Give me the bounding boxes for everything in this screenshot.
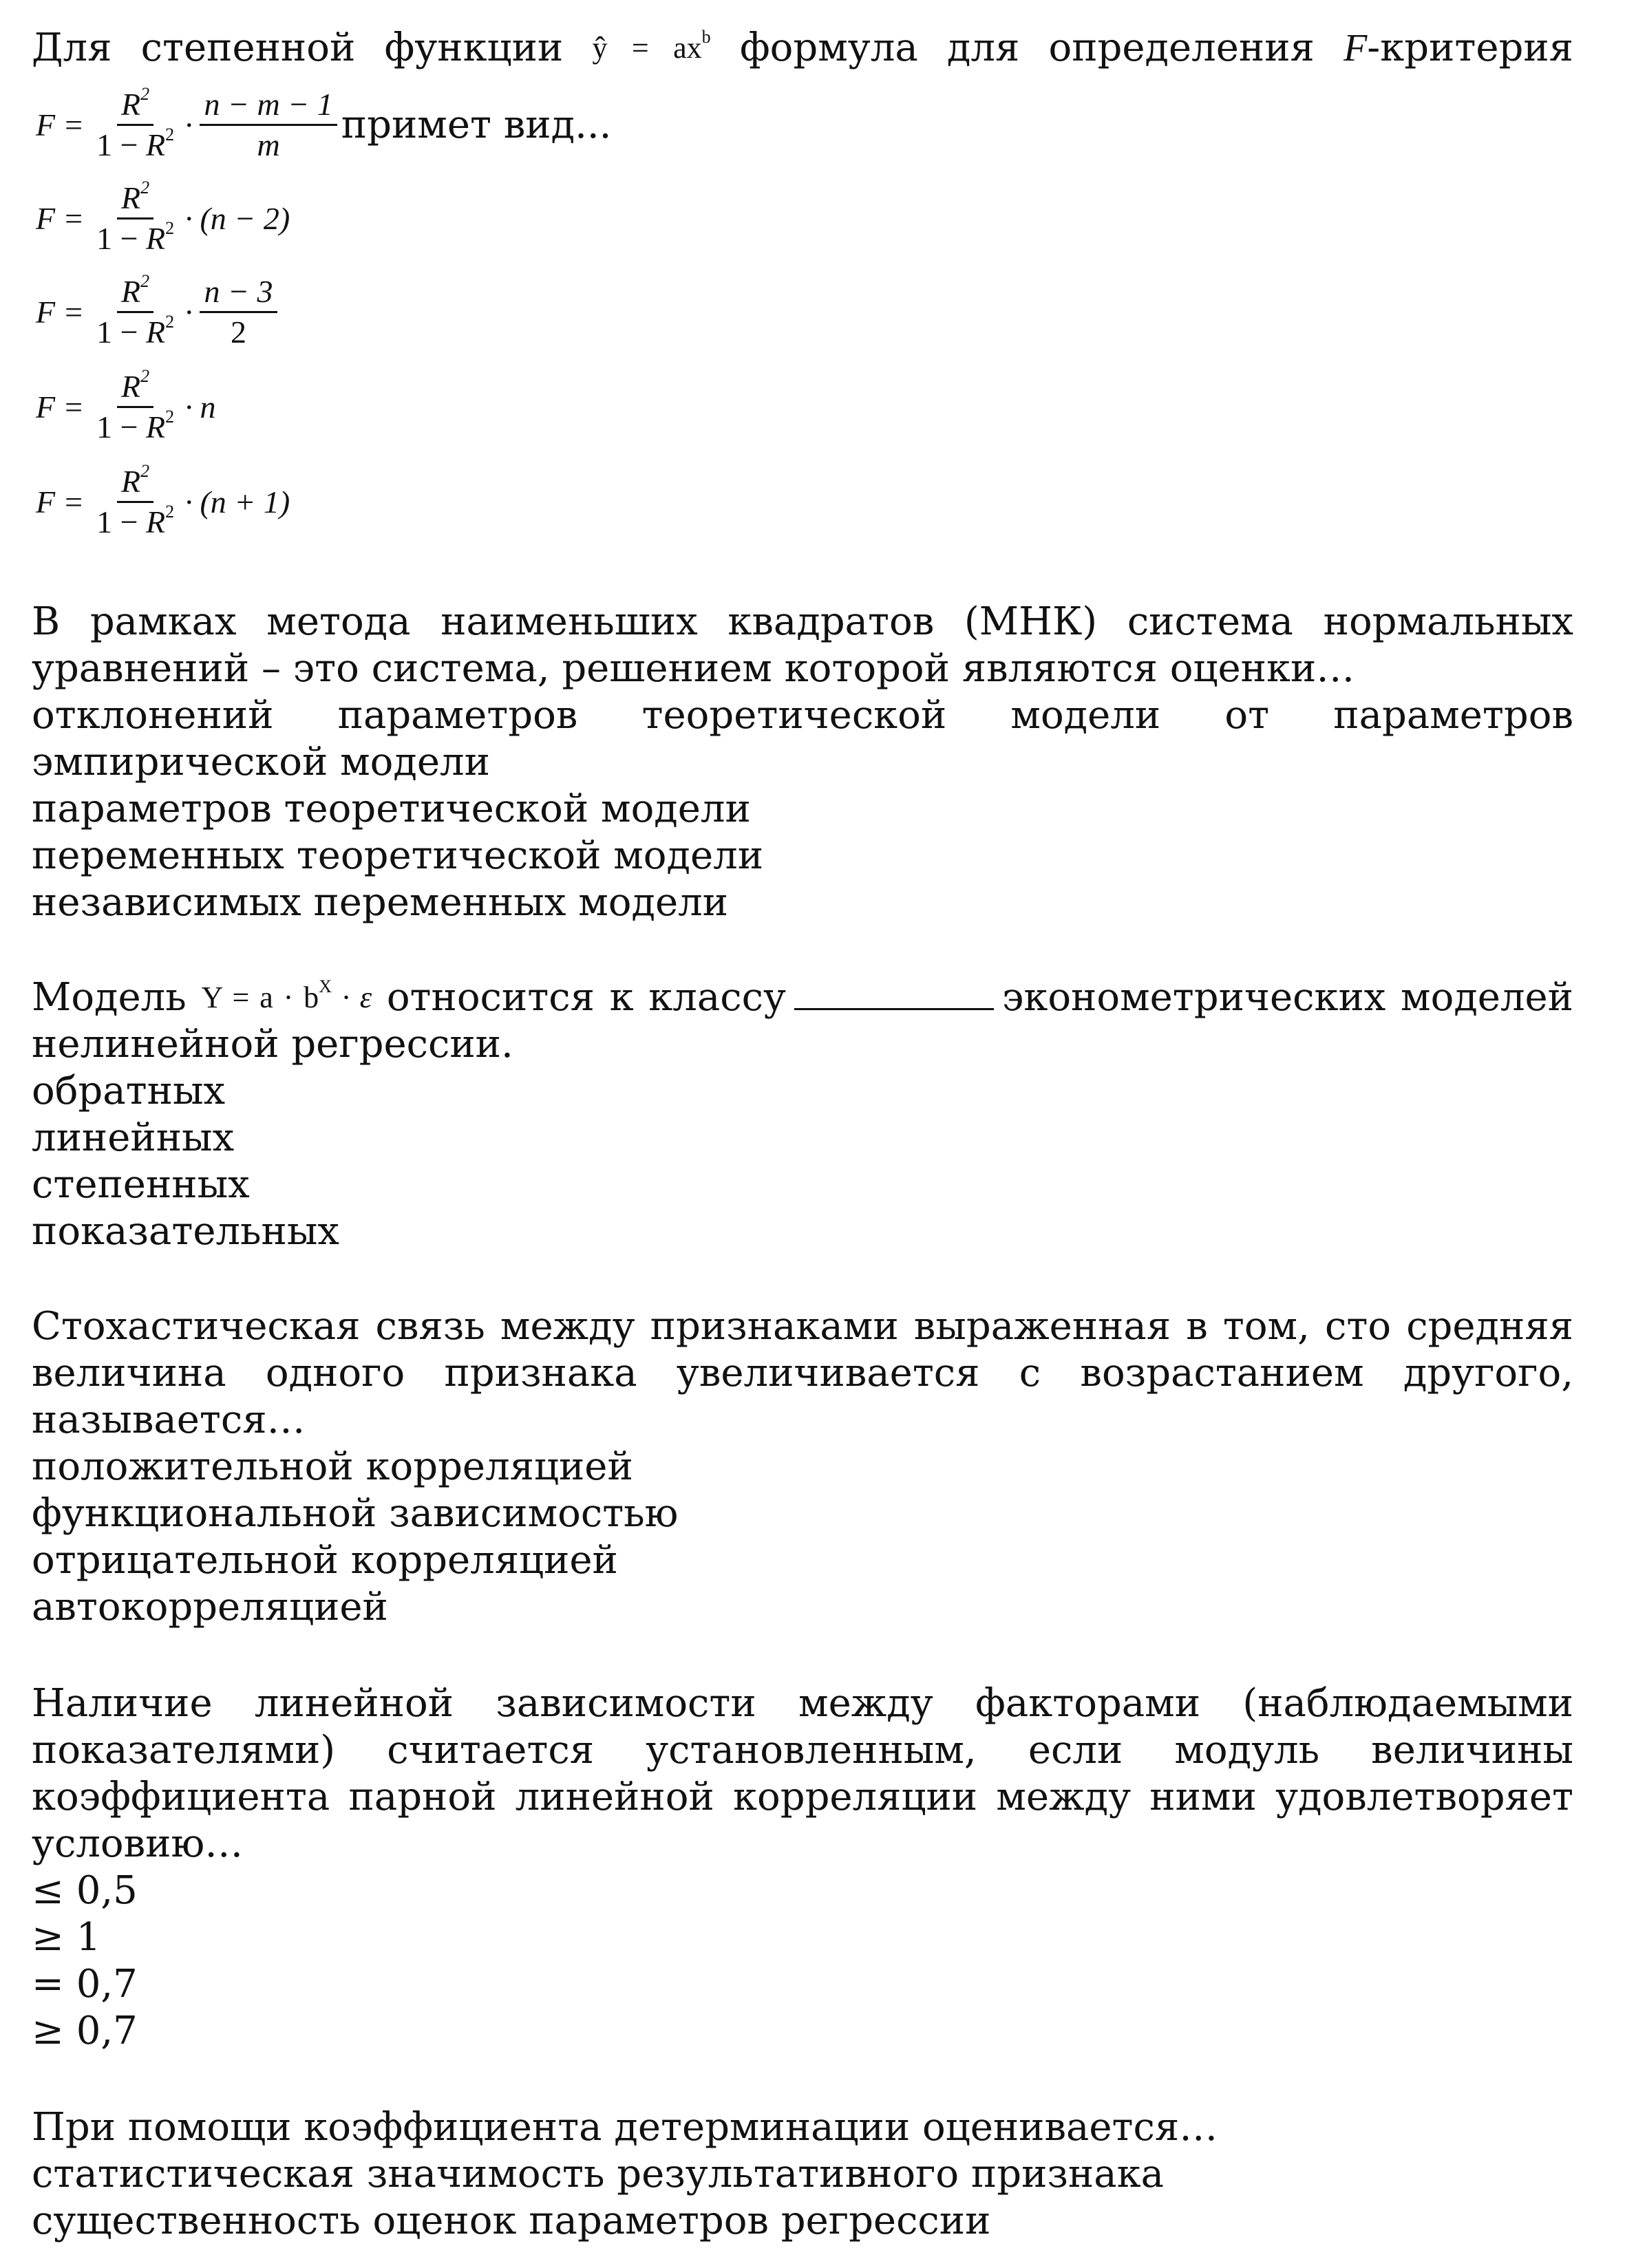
q1-intro	[32, 25, 1573, 72]
q1-option-4[interactable]: F = $\frac{R^2}{1 - R^2}$ · (n + 1)	[36, 460, 290, 539]
q2-question-line-1: В рамках метода наименьших квадратов (МНК) система нормальных	[32, 599, 1573, 644]
q5-option-3[interactable]: = 0,7	[32, 1962, 138, 2007]
q6-option-1[interactable]: статистическая значимость результативного признака	[32, 2152, 1165, 2196]
q4-option-1[interactable]: положительной корреляцией	[32, 1444, 633, 1489]
q4-question-line-2: величина одного признака увеличивается с возрастанием другого,	[32, 1351, 1573, 1395]
q3-option-3[interactable]: степенных	[32, 1162, 250, 1207]
q5-question-line-2: показателями) считается установленным, если модуль величины	[32, 1728, 1573, 1773]
q1-option-2[interactable]: F = $\frac{R^2}{1 - R^2}$ · $\frac{n - 3}{2}$	[36, 267, 277, 356]
q6-question-line-1: При помощи коэффициента детерминации оценивается…	[32, 2105, 1218, 2150]
q4-question-line-3: называется…	[32, 1398, 306, 1442]
q2-option-1-line-1[interactable]: отклонений параметров теоретической модели от параметров	[32, 693, 1573, 738]
q1-question-tail: примет вид...	[341, 102, 612, 147]
q1-intro-left: Для степенной функции	[32, 25, 564, 70]
q2	[32, 599, 1573, 926]
q6	[32, 2104, 1573, 2245]
q5-option-4[interactable]: ≥ 0,7	[32, 2009, 138, 2053]
q1-power-function-formula: ŷ = $ax^b$	[592, 27, 711, 65]
q1-option-3[interactable]: F = $\frac{R^2}{1 - R^2}$ · n	[36, 365, 216, 445]
q2-option-3[interactable]: переменных теоретической модели	[32, 833, 764, 878]
q3-question-line-2: нелинейной регрессии.	[32, 1022, 513, 1067]
q1-option-1[interactable]: F = $\frac{R^2}{1 - R^2}$ · (n − 2)	[36, 177, 290, 256]
q2-question-line-2: уравнений – это система, решением которой являются оценки…	[32, 646, 1355, 691]
q3-option-1[interactable]: обратных	[32, 1069, 226, 1113]
q5-option-1[interactable]: ≤ 0,5	[32, 1868, 138, 1913]
q4-question-line-1: Стохастическая связь между признаками выраженная в том, сто средняя	[32, 1304, 1573, 1349]
q3	[32, 974, 1573, 1255]
q2-option-2[interactable]: параметров теоретической модели	[32, 787, 751, 831]
q5-option-2[interactable]: ≥ 1	[32, 1915, 101, 1960]
q4-option-4[interactable]: автокорреляцией	[32, 1585, 388, 1629]
q4-option-3[interactable]: отрицательной корреляцией	[32, 1538, 618, 1583]
q5-question-line-3: коэффициента парной линейной корреляции между ними удовлетворяет	[32, 1775, 1573, 1819]
q2-option-1-line-2[interactable]: эмпирической модели	[32, 740, 490, 784]
q1-intro-right: формула для определения	[739, 25, 1315, 70]
q1-general-formula: F = $\frac{R^2}{1 - R^2}$ · $\frac{n - m - 1}{m}$ примет вид...	[36, 83, 612, 162]
q3-option-4[interactable]: показательных	[32, 1209, 340, 1254]
q2-option-4[interactable]: независимых переменных модели	[32, 880, 728, 925]
q5	[32, 1680, 1573, 2055]
q3-model-formula: $Y = a \cdot b^X \cdot \varepsilon$	[201, 976, 372, 1014]
q6-option-2[interactable]: существенность оценок параметров регрессии	[32, 2199, 991, 2243]
q3-answer-blank[interactable]	[794, 1001, 994, 1010]
q3-option-2[interactable]: линейных	[32, 1115, 235, 1160]
q4-option-2[interactable]: функциональной зависимостью	[32, 1491, 679, 1536]
q3-question-line-1: Модель $Y = a \cdot b^X \cdot \varepsilon$ относится к классу эконометрических моделей	[32, 975, 1573, 1020]
q1-intro-f-criterion: F-критерия	[1343, 25, 1573, 70]
q4	[32, 1303, 1573, 1631]
q5-question-line-4: условию…	[32, 1821, 244, 1866]
q5-question-line-1: Наличие линейной зависимости между факторами (наблюдаемыми	[32, 1681, 1573, 1726]
